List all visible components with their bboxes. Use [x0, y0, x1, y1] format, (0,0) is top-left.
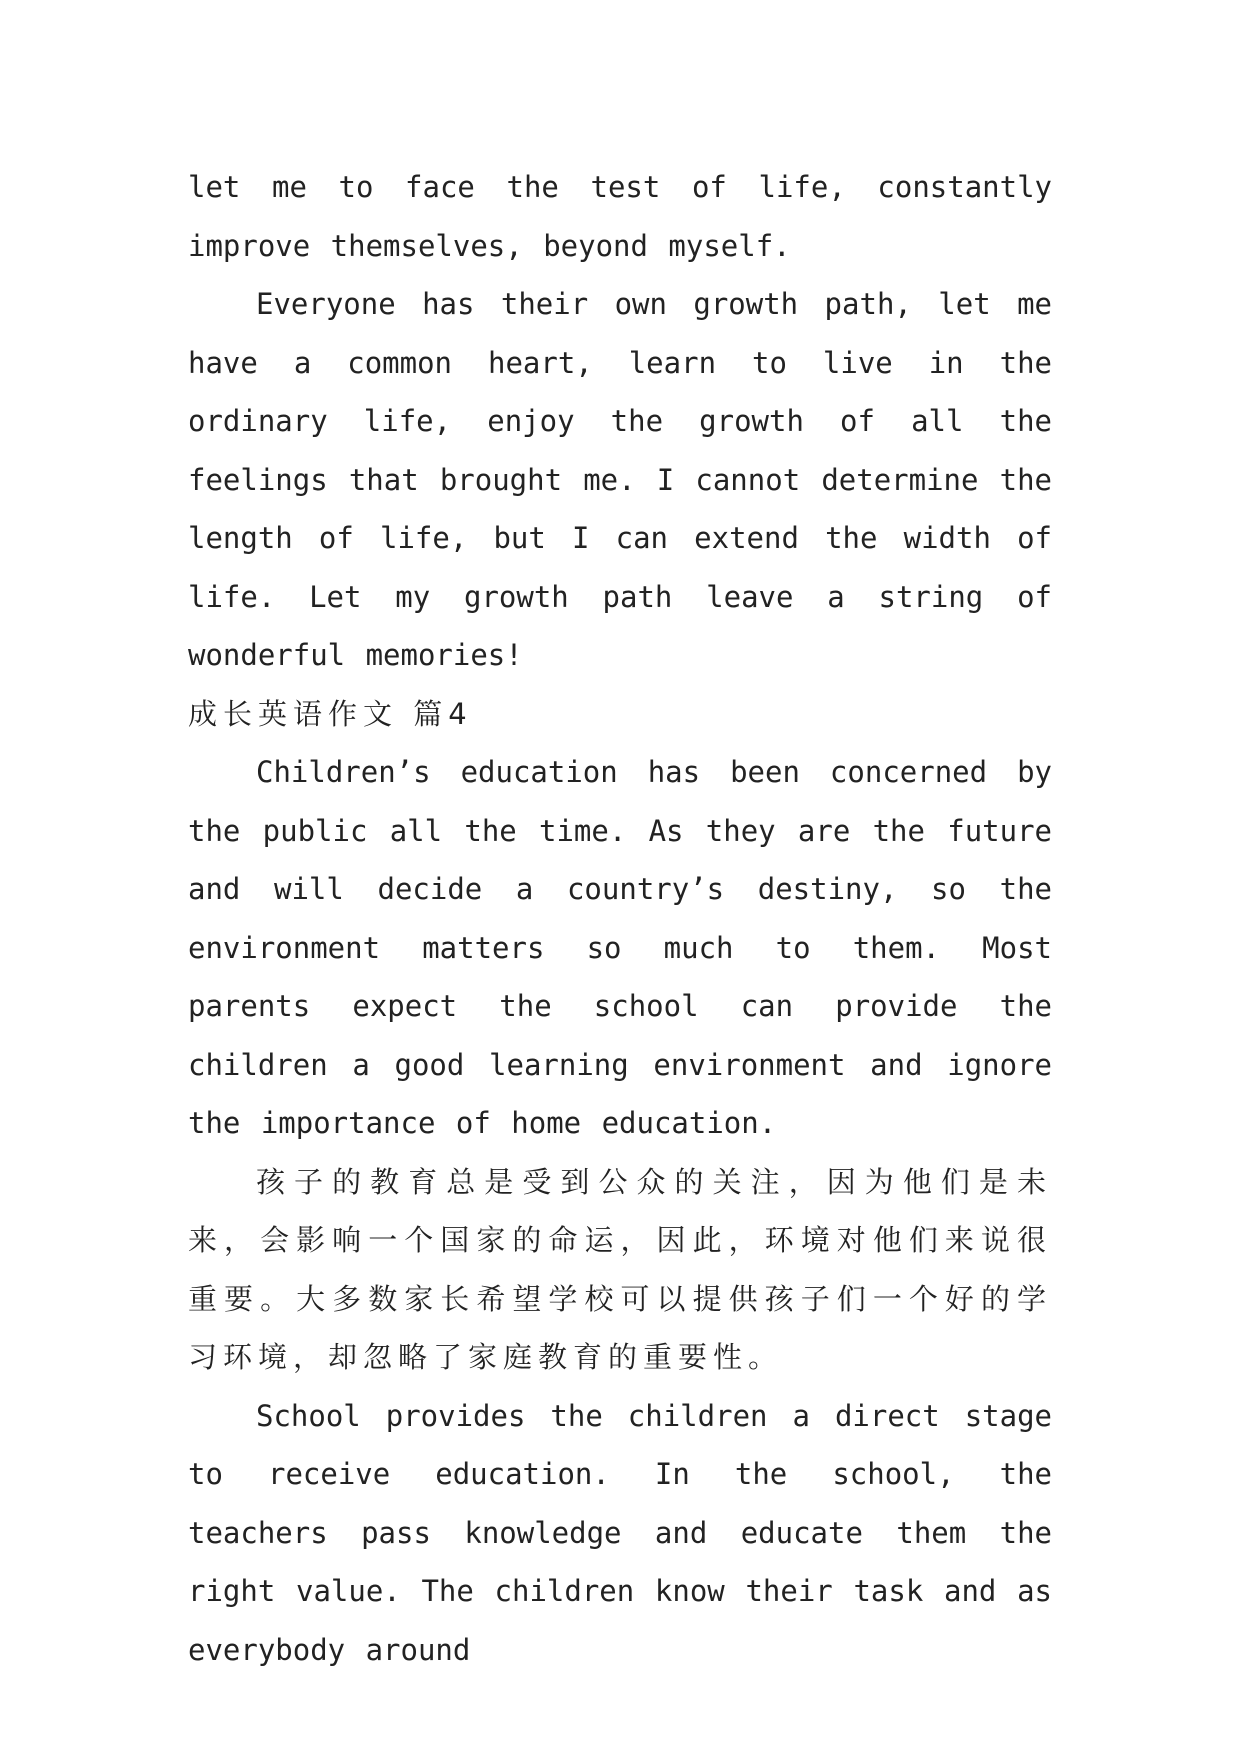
paragraph-children-education: Children’s education has been concerned by the public all the time. As they are the future and will decide a country’s destiny, so the environment matters so much to them. Most parents expect the school can provide the children a good learning environment and ignore the importance of home education. — [188, 755, 1052, 1140]
document-page — [188, 158, 1052, 1679]
paragraph-school-stage: School provides the children a direct stage to receive education. In the school, the teachers pass knowledge and educate them the right value. The children know their task and as everybody around — [188, 1398, 1052, 1667]
paragraph-continuation: let me to face the test of life, constantly improve themselves, beyond myself. — [188, 170, 1052, 263]
paragraph-growth-path: Everyone has their own growth path, let me have a common heart, learn to live in the ordinary life, enjoy the growth of all the feelings that brought me. I cannot determine the length of life, but I can extend the width of life. Let my growth path leave a string of wonderful memories! — [188, 287, 1052, 672]
paragraph-chinese-translation: 孩子的教育总是受到公众的关注，因为他们是未来，会影响一个国家的命运，因此，环境对他们来说很重要。大多数家长希望学校可以提供孩子们一个好的学习环境，却忽略了家庭教育的重要性。 — [188, 1164, 1052, 1374]
section-heading: 成长英语作文 篇4 — [188, 696, 473, 731]
